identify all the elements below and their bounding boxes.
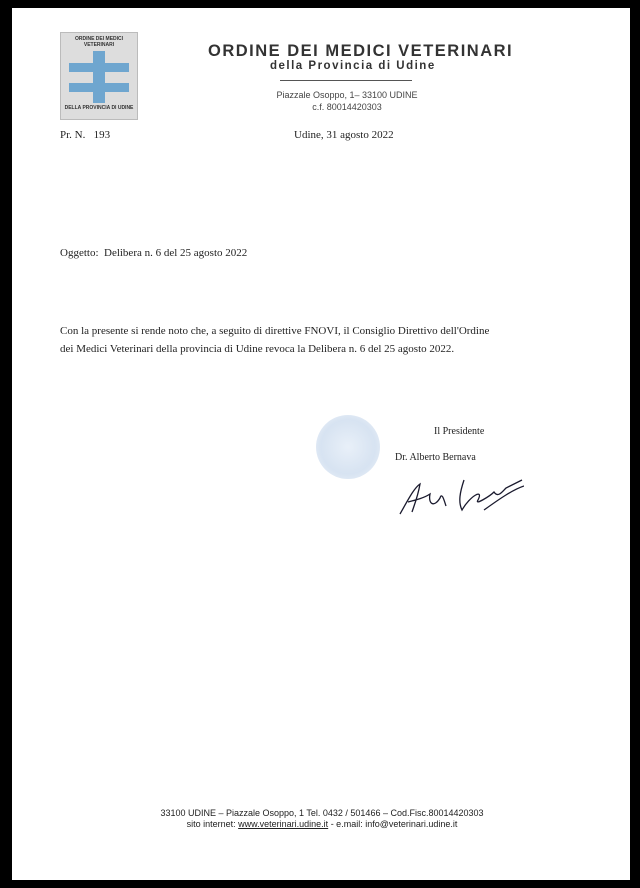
letter-body [60, 322, 489, 358]
handwritten-signature [394, 470, 524, 520]
document-page [12, 8, 630, 880]
order-logo [60, 32, 138, 120]
website-link[interactable]: www.veterinari.udine.it [238, 819, 329, 829]
footer-contacts [112, 819, 532, 830]
subject-line: Oggetto: Delibera n. 6 del 25 agosto 2022 [60, 247, 248, 259]
divider [280, 80, 412, 81]
site-label: sito internet: [186, 819, 239, 829]
letterhead-subtitle: della Provincia di Udine [270, 60, 436, 72]
logo-text-top: ORDINE DEI MEDICI VETERINARI [74, 36, 124, 48]
letterhead-address [262, 89, 432, 113]
tax-code: c.f. 80014420303 [312, 102, 382, 112]
signature-role: Il Presidente [434, 426, 485, 437]
body-line: dei Medici Veterinari della provincia di Udine revoca la Delibera n. 6 del 25 agosto 2022. [60, 343, 455, 355]
letterhead-title: ORDINE DEI MEDICI VETERINARI [208, 42, 514, 60]
footer-address: 33100 UDINE – Piazzale Osoppo, 1 Tel. 0432 / 501466 – Cod.Fisc.80014420303 [160, 808, 484, 818]
letter-date: Udine, 31 agosto 2022 [294, 129, 394, 141]
email-text: - e.mail: info@veterinari.udine.it [328, 819, 458, 829]
official-stamp [316, 415, 380, 479]
signature-name: Dr. Alberto Bernava [395, 452, 476, 463]
protocol-number: Pr. N. 193 [60, 129, 111, 141]
body-line: Con la presente si rende noto che, a seguito di direttive FNOVI, il Consiglio Direttivo dell'Ordine [60, 325, 490, 337]
logo-text-bottom: DELLA PROVINCIA DI UDINE [64, 105, 134, 111]
address: Piazzale Osoppo, 1– 33100 UDINE [276, 90, 418, 100]
document-footer [112, 808, 532, 830]
